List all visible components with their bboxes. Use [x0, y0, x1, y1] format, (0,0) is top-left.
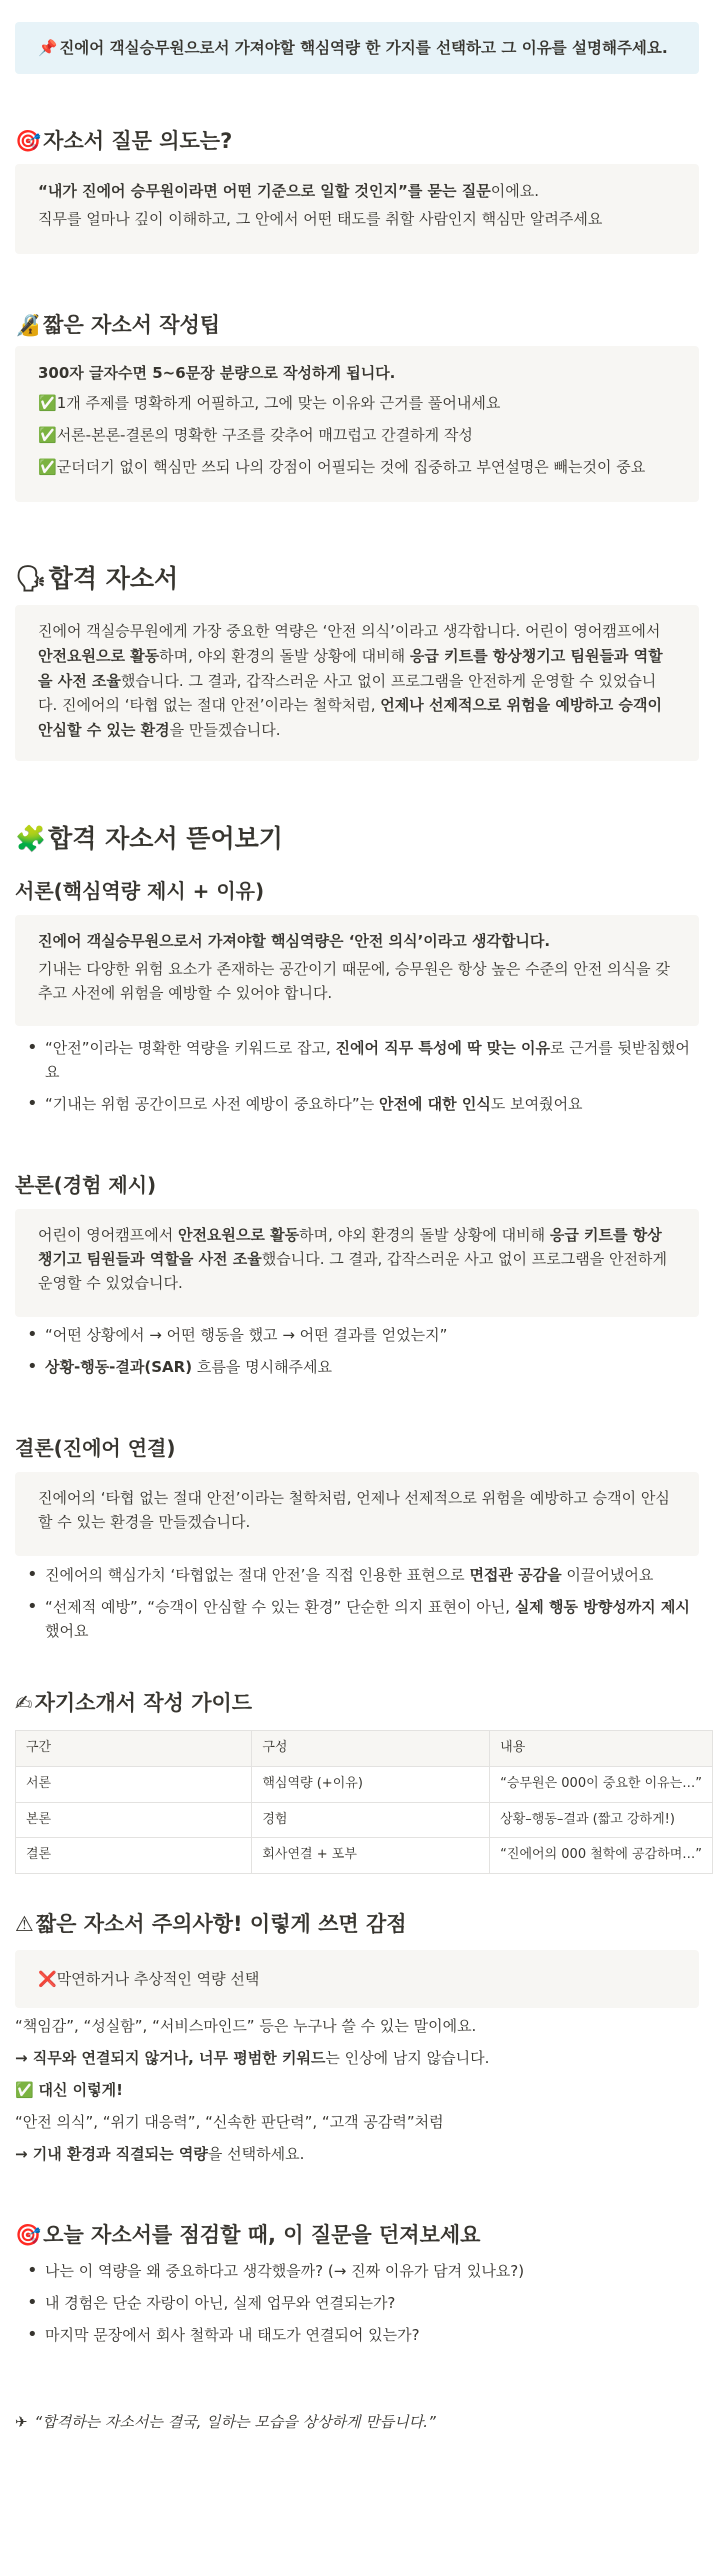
caution-line: “안전 의식”, “위기 대응력”, “신속한 판단력”, “고객 공감력”처럼 [15, 2113, 444, 2131]
table-header-row [16, 1731, 713, 1767]
conclusion-line: 할 수 있는 환경을 만들겠습니다. [38, 1513, 251, 1531]
column-header: 내용 [490, 1731, 713, 1767]
intent-quote-tail: 이에요. [490, 182, 539, 200]
table-cell: 본론 [16, 1802, 252, 1838]
caution-callout [15, 1950, 699, 2008]
table-cell: 경험 [252, 1802, 490, 1838]
airplane-icon: ✈ [15, 2413, 28, 2431]
column-header: 구간 [16, 1731, 252, 1767]
list-item: • 진에어의 핵심가치 ‘타협없는 절대 안전’을 직접 인용한 표현으로 면접관 공감을 이끌어냈어요 [15, 1563, 699, 1587]
conclusion-callout [15, 1472, 699, 1556]
conclusion-bullets [15, 1563, 699, 1651]
body-callout [15, 1209, 699, 1317]
table-cell: 핵심역량 (+이유) [252, 1766, 490, 1802]
table-cell: 결론 [16, 1838, 252, 1874]
intro-line: 추고 사전에 위험을 예방할 수 있어야 합니다. [38, 984, 333, 1002]
body-line: 챙기고 팀원들과 역할을 사전 조율했습니다. 그 결과, 갑작스러운 사고 없이 프로그램을 안전하게 [38, 1250, 667, 1268]
cross-mark-icon: ❌ [38, 1970, 57, 1988]
check-heading-text: 오늘 자소서를 점검할 때, 이 질문을 던져보세요 [43, 2223, 481, 2247]
check-mark-icon: ✅ [15, 2081, 34, 2099]
list-item: • “기내는 위험 공간이므로 사전 예방이 중요하다”는 안전에 대한 인식도 보여줬어요 [15, 1092, 699, 1116]
column-header: 구성 [252, 1731, 490, 1767]
essay-line: 을 사전 조율했습니다. 그 결과, 갑작스러운 사고 없이 프로그램을 안전하게 운영할 수 있었습니 [38, 671, 657, 690]
caution-box-text: 막연하거나 추상적인 역량 선택 [56, 1970, 260, 1988]
table-cell: “승무원은 000이 중요한 이유는…” [490, 1766, 713, 1802]
target-icon: 🎯 [15, 129, 42, 153]
check-mark-icon: ✅ [38, 394, 57, 412]
tips-heading [15, 312, 220, 339]
closing-quote [15, 2410, 436, 2434]
intro-bullets [15, 1036, 699, 1124]
check-heading [15, 2222, 480, 2249]
warning-icon: ⚠ [15, 1912, 34, 1936]
body-line: 운영할 수 있었습니다. [38, 1274, 183, 1292]
intent-line2: 직무를 얼마나 깊이 이해하고, 그 안에서 어떤 태도를 취할 사람인지 핵심만 알려주세요 [38, 210, 603, 228]
question-text: 진에어 객실승무원으로서 가져야할 핵심역량 한 가지를 선택하고 그 이유를 설명해주세요. [59, 38, 668, 57]
question-callout [15, 22, 699, 74]
writing-hand-icon: ✍ [15, 1691, 33, 1715]
guide-heading [15, 1690, 252, 1717]
body-bullets [15, 1323, 699, 1387]
conclusion-line: 진에어의 ‘타협 없는 절대 안전’이라는 철학처럼, 언제나 선제적으로 위험을 예방하고 승객이 안심 [38, 1489, 670, 1507]
tips-callout [15, 346, 699, 502]
caution-line: → 기내 환경과 직결되는 역량을 선택하세요. [15, 2145, 305, 2163]
lock-pen-icon: 🔏 [15, 313, 42, 337]
essay-line: 안심할 수 있는 환경을 만들겠습니다. [38, 721, 281, 739]
intent-quote-bold: “내가 진에어 승무원이라면 어떤 기준으로 일할 것인지”를 묻는 질문 [38, 182, 491, 200]
table-row [16, 1802, 713, 1838]
analysis-heading [15, 823, 283, 856]
tips-bold-line: 300자 글자수면 5~6문장 분량으로 작성하게 됩니다. [38, 364, 396, 382]
list-item: • “안전”이라는 명확한 역량을 키워드로 잡고, 진에어 직무 특성에 딱 맞는 이유로 근거를 뒷받침했어 요 [15, 1036, 699, 1084]
guide-heading-text: 자기소개서 작성 가이드 [34, 1691, 253, 1715]
list-item: • “어떤 상황에서 → 어떤 행동을 했고 → 어떤 결과를 얻었는지” [15, 1323, 699, 1347]
speaking-head-icon: 🗣 [15, 564, 47, 593]
essay-line: 다. 진에어의 ‘타협 없는 절대 안전’이라는 철학처럼, 언제나 선제적으로 위험을 예방하고 승객이 [38, 696, 662, 715]
target-icon: 🎯 [15, 2223, 42, 2247]
intro-bold: 진에어 객실승무원으로서 가져야할 핵심역량은 ‘안전 의식’이라고 생각합니다. [38, 932, 551, 950]
table-cell: 서론 [16, 1766, 252, 1802]
caution-heading-text: 짧은 자소서 주의사항! 이렇게 쓰면 감점 [35, 1912, 407, 1936]
tips-item: ✅군더더기 없이 핵심만 쓰되 나의 강점이 어필되는 것에 집중하고 부연설명은 빼는것이 중요 [38, 458, 646, 476]
intent-heading [15, 128, 232, 155]
caution-line: ✅ 대신 이렇게! [15, 2081, 123, 2099]
list-item: • 내 경험은 단순 자랑이 아닌, 실제 업무와 연결되는가? [15, 2291, 699, 2315]
tips-item: ✅1개 주제를 명확하게 어필하고, 그에 맞는 이유와 근거를 풀어내세요 [38, 394, 501, 412]
table-cell: 상황–행동–결과 (짧고 강하게!) [490, 1802, 713, 1838]
body-line: 어린이 영어캠프에서 안전요원으로 활동하며, 야외 환경의 돌발 상황에 대비해 응급 키트를 항상 [38, 1226, 662, 1244]
essay-heading-text: 합격 자소서 [48, 564, 179, 593]
closing-quote-text: “합격하는 자소서는 결국, 일하는 모습을 상상하게 만듭니다.” [34, 2413, 436, 2431]
check-mark-icon: ✅ [38, 426, 57, 444]
intro-callout [15, 915, 699, 1026]
caution-body [15, 2014, 699, 2166]
essay-callout [15, 605, 699, 761]
table-cell: 회사연결 + 포부 [252, 1838, 490, 1874]
list-item: • 나는 이 역량을 왜 중요하다고 생각했을까? (→ 진짜 이유가 담겨 있나요?) [15, 2259, 699, 2283]
analysis-heading-text: 합격 자소서 뜯어보기 [48, 824, 283, 853]
body-subheading: 본론(경험 제시) [15, 1173, 157, 1197]
table-cell: “진에어의 000 철학에 공감하며…” [490, 1838, 713, 1874]
puzzle-piece-icon: 🧩 [15, 824, 47, 853]
table-row [16, 1766, 713, 1802]
intro-line: 기내는 다양한 위험 요소가 존재하는 공간이기 때문에, 승무원은 항상 높은 수준의 안전 의식을 갖 [38, 960, 670, 978]
caution-line: “책임감”, “성실함”, “서비스마인드” 등은 누구나 쓸 수 있는 말이에요. [15, 2017, 477, 2035]
caution-heading [15, 1911, 407, 1938]
tips-heading-text: 짧은 자소서 작성팁 [43, 313, 221, 337]
list-item: • 마지막 문장에서 회사 철학과 내 태도가 연결되어 있는가? [15, 2323, 699, 2347]
table-row [16, 1838, 713, 1874]
intro-subheading: 서론(핵심역량 제시 + 이유) [15, 879, 265, 903]
list-item: • 상황-행동-결과(SAR) 흐름을 명시해주세요 [15, 1355, 699, 1379]
caution-line: → 직무와 연결되지 않거나, 너무 평범한 키워드는 인상에 남지 않습니다. [15, 2049, 490, 2067]
guide-table [15, 1730, 713, 1874]
intent-heading-text: 자소서 질문 의도는? [43, 129, 233, 153]
list-item: • “선제적 예방”, “승객이 안심할 수 있는 환경” 단순한 의지 표현이 아닌, 실제 행동 방향성까지 제시 했어요 [15, 1595, 699, 1643]
conclusion-subheading: 결론(진에어 연결) [15, 1436, 176, 1460]
essay-line: 진에어 객실승무원에게 가장 중요한 역량은 ‘안전 의식’이라고 생각합니다. 어린이 영어캠프에서 [38, 622, 661, 640]
tips-item: ✅서론-본론-결론의 명확한 구조를 갖추어 매끄럽고 간결하게 작성 [38, 426, 473, 444]
check-bullets [15, 2259, 699, 2355]
intent-callout [15, 164, 699, 254]
essay-line: 안전요원으로 활동하며, 야외 환경의 돌발 상황에 대비해 응급 키트를 항상챙기고 팀원들과 역할 [38, 646, 663, 665]
check-mark-icon: ✅ [38, 458, 57, 476]
essay-heading [15, 563, 178, 596]
pushpin-icon: 📌 [38, 38, 58, 57]
